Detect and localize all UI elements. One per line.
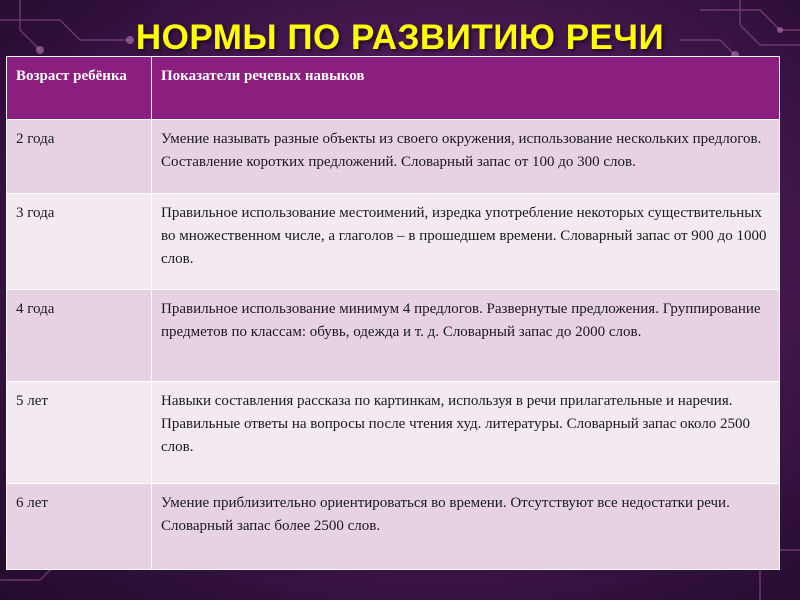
table-row: [7, 120, 780, 194]
row-age: 2 года: [7, 120, 152, 194]
header-skills: Показатели речевых навыков: [152, 57, 780, 120]
row-skills: Навыки составления рассказа по картинкам, используя в речи прилагательные и наречия. Правильные ответы на вопросы после чтения худ. литературы. Словарный запас около 2500 слов.: [152, 382, 780, 484]
row-age: 3 года: [7, 194, 152, 290]
row-age: 4 года: [7, 290, 152, 382]
table-row: [7, 194, 780, 290]
table-row: [7, 382, 780, 484]
row-age: 5 лет: [7, 382, 152, 484]
header-age: Возраст ребёнка: [7, 57, 152, 120]
table-row: [7, 484, 780, 570]
table-row: [7, 290, 780, 382]
row-skills: Умение приблизительно ориентироваться во времени. Отсутствуют все недостатки речи. Словарный запас более 2500 слов.: [152, 484, 780, 570]
row-skills: Правильное использование минимум 4 предлогов. Развернутые предложения. Группирование предметов по классам: обувь, одежда и т. д. Словарный запас до 2000 слов.: [152, 290, 780, 382]
page-title: НОРМЫ ПО РАЗВИТИЮ РЕЧИ: [135, 18, 665, 57]
row-skills: Правильное использование местоимений, изредка употребление некоторых существительных во множественном числе, а глаголов – в прошедшем времени. Словарный запас от 900 до 1000 слов.: [152, 194, 780, 290]
row-age: 6 лет: [7, 484, 152, 570]
row-skills: Умение называть разные объекты из своего окружения, использование нескольких предлогов. Составление коротких предложений. Словарный запас от 100 до 300 слов.: [152, 120, 780, 194]
speech-norms-table: [6, 56, 780, 570]
table-header-row: [7, 57, 780, 120]
